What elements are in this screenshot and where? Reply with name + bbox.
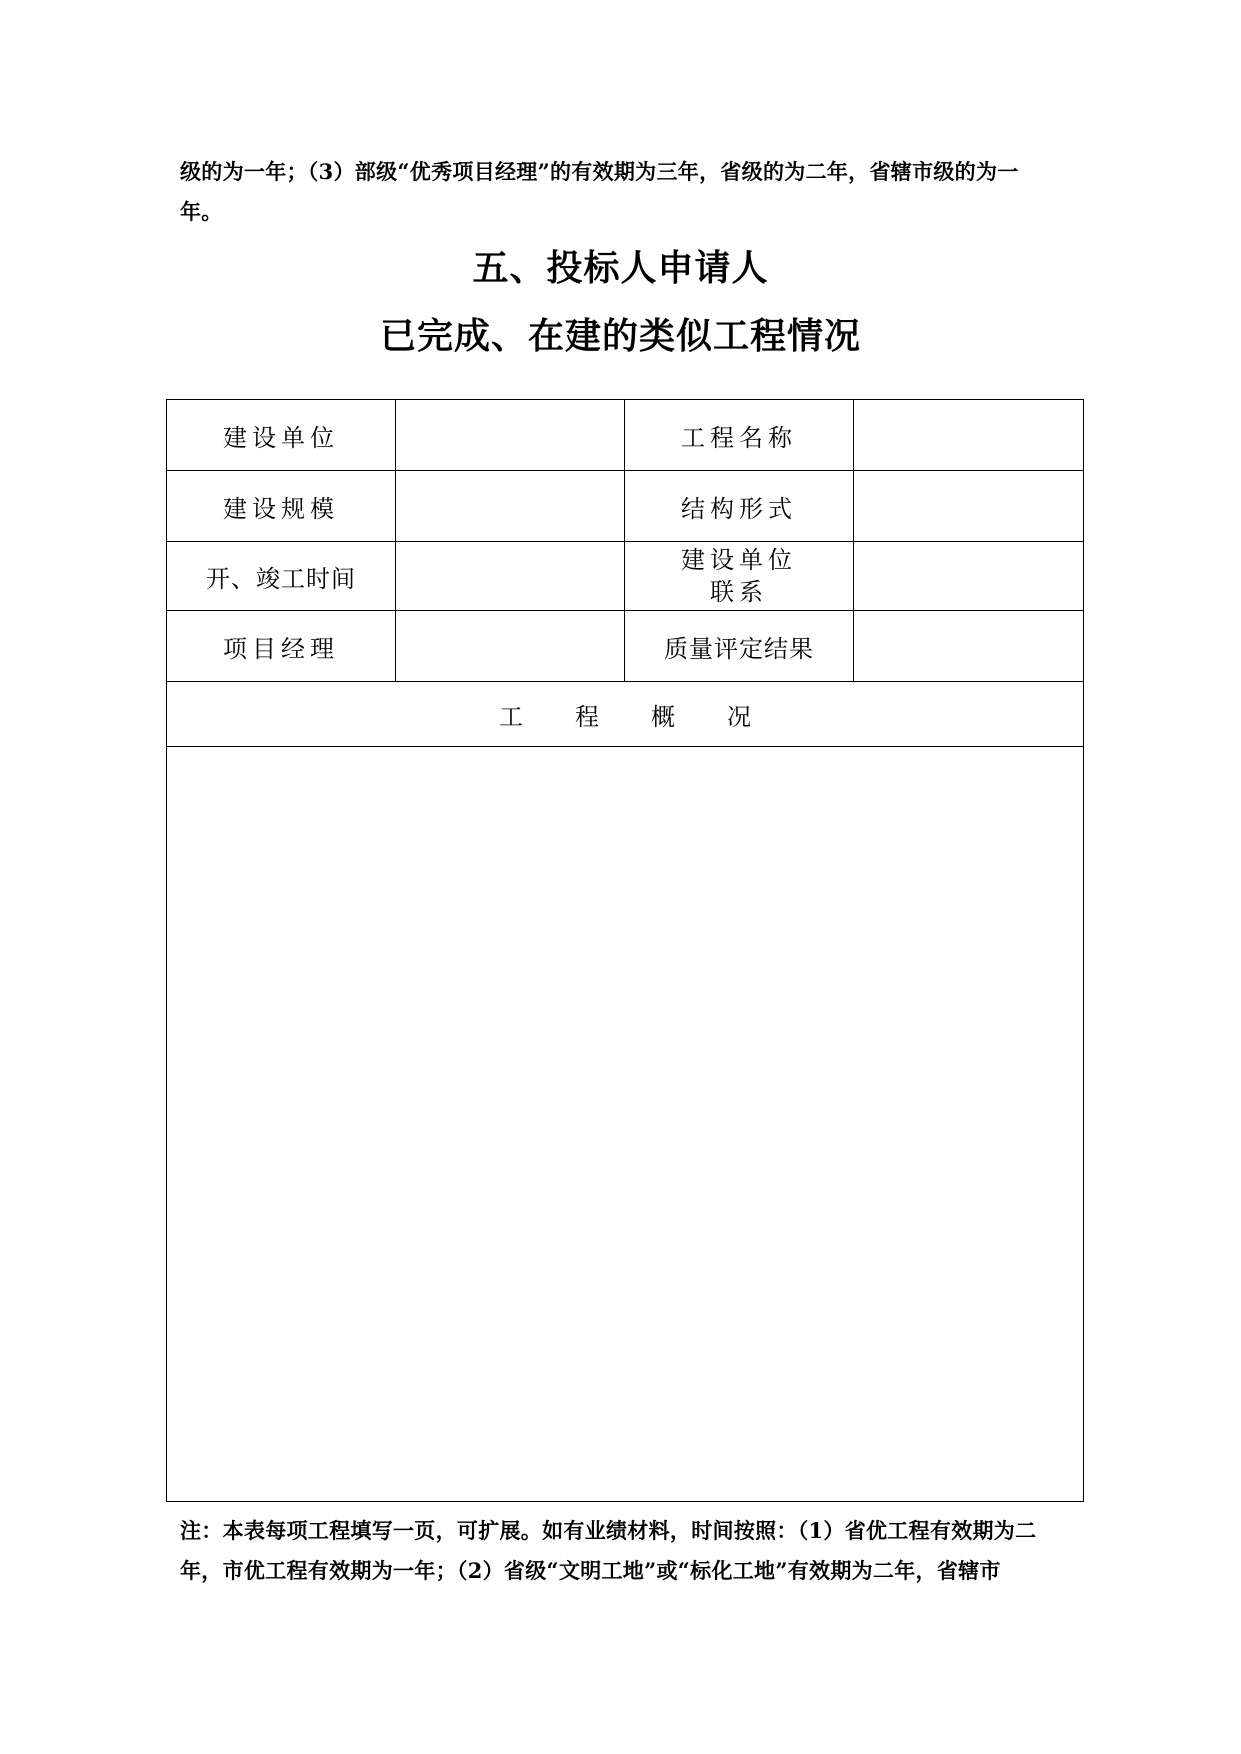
- label-dates: 开、竣工时间: [167, 542, 396, 611]
- intro-line-2: 年。: [180, 199, 223, 224]
- label-scale: 建设规模: [167, 471, 396, 542]
- note-line-1: 注：本表每项工程填写一页，可扩展。如有业绩材料，时间按照：（1）省优工程有效期为二: [180, 1518, 1037, 1543]
- table-row: [167, 400, 1084, 471]
- label-project-manager: 项目经理: [167, 611, 396, 682]
- overview-content[interactable]: [167, 747, 1084, 1502]
- field-project-name[interactable]: [854, 400, 1084, 471]
- field-scale[interactable]: [396, 471, 625, 542]
- overview-char-4: 况: [727, 702, 751, 731]
- field-client-contact[interactable]: [854, 542, 1084, 611]
- section-title: 五、投标人申请人: [472, 247, 769, 289]
- label-quality-result: 质量评定结果: [625, 611, 854, 682]
- table-row: [167, 611, 1084, 682]
- section-subtitle: 已完成、在建的类似工程情况: [379, 315, 861, 357]
- intro-paragraph: [180, 152, 1070, 232]
- table-row: [167, 471, 1084, 542]
- intro-line-1: 级的为一年；（3）部级“优秀项目经理”的有效期为三年，省级的为二年，省辖市级的为一: [180, 159, 1019, 184]
- field-project-manager[interactable]: [396, 611, 625, 682]
- label-client-contact-line-1: 建设单位: [681, 546, 797, 574]
- field-client[interactable]: [396, 400, 625, 471]
- table-row: [167, 747, 1084, 1502]
- field-dates[interactable]: [396, 542, 625, 611]
- label-client: 建设单位: [167, 400, 396, 471]
- note-line-2: 年，市优工程有效期为一年；（2）省级“文明工地”或“标化工地”有效期为二年，省辖市: [180, 1558, 1001, 1583]
- field-quality-result[interactable]: [854, 611, 1084, 682]
- table-row: [167, 682, 1084, 747]
- overview-char-2: 程: [575, 702, 599, 731]
- overview-char-3: 概: [651, 702, 675, 731]
- label-client-contact-line-2: 联系: [710, 578, 768, 606]
- label-structure: 结构形式: [625, 471, 854, 542]
- project-info-table: [166, 399, 1084, 1502]
- table-row: [167, 542, 1084, 611]
- note-paragraph: [180, 1511, 1070, 1591]
- overview-header: [167, 682, 1084, 747]
- label-project-name: 工程名称: [625, 400, 854, 471]
- label-client-contact: [625, 542, 854, 611]
- field-structure[interactable]: [854, 471, 1084, 542]
- overview-char-1: 工: [499, 702, 523, 731]
